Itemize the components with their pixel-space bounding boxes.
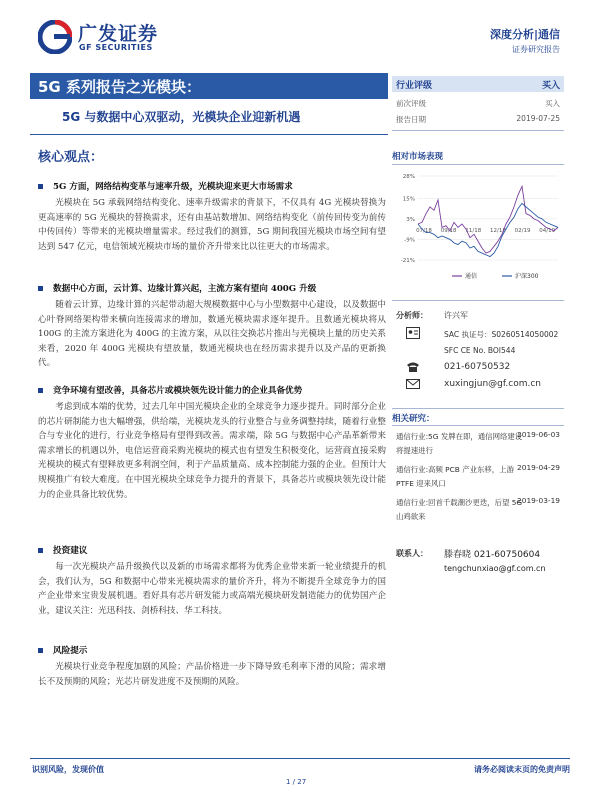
chart-y-tick-label: -9% [404, 237, 415, 244]
chart-legend-label: 沪深300 [515, 273, 539, 280]
chart-y-tick-label: 3% [406, 216, 415, 223]
bullet-icon [38, 184, 43, 189]
title-bar [30, 73, 388, 99]
contact-label: 联系人： [396, 549, 428, 558]
bullet-icon [38, 548, 43, 553]
report-category: 深度分析|通信 [489, 28, 560, 41]
relative-performance-chart [392, 168, 564, 288]
chart-y-tick-label: -21% [400, 258, 415, 264]
related-research-item[interactable]: 通信行业:高频 PCB 产业东移，上游 PTFE 迎来风口 [396, 465, 514, 488]
footer-slogan: 识别风险，发现价值 [32, 765, 104, 774]
section-body-investment: 每一次光模块产品升级换代以及新的市场需求都将为优秀企业带来新一轮业绩提升的机会，我们认为，5G 和数据中心带来光模块需求的量价齐升，将为不断提升全球竞争力的国产企业带来宝贵发展机遇。看好具有芯片研发能力或高端光模块研发制造能力的优势国产企业，建议关注：光迅科技、剑桥科技、华工科技。 [38, 562, 386, 616]
footer-disclaimer: 请务必阅读末页的免责声明 [474, 765, 570, 774]
page-number: 1 / 27 [286, 778, 307, 786]
chart-y-tick-label: 15% [402, 196, 415, 203]
related-research-date: 2019-03-19 [517, 496, 560, 505]
market-performance-title: 相对市场表现 [392, 152, 444, 162]
analyst-email[interactable]: xuxingjun@gf.com.cn [444, 379, 542, 389]
industry-rating-label: 行业评级 [396, 81, 433, 91]
report-title: 5G 系列报告之光模块： [38, 78, 201, 96]
section-heading-text: 投资建议 [53, 546, 88, 556]
section-body-competition: 考虑到成本端的优势，过去几年中国光模块企业的全球竞争力逐步提升。同时部分企业的芯片研制能力也大幅增强，供给端，光模块龙头的行业整合与业务调整持续，随着行业整合与专业化的进行，行业竞争格局有望得到改善。需求端，除 5G 与数据中心产品革新带来需求增长的机遇以外，电信运营商采购光模块的模式也有望发生积极变化，运营商直接采购光模块的模式有望释放更多利润空间，利于产品质量高、成本控制能力强的企业。但预计大规模推广有较大难度。在中国光模块全球竞争力提升的背景下，具备芯片或模块领先设计能力的企业具备比较优势。 [38, 402, 386, 500]
section-heading-datacenter [38, 282, 386, 294]
section-body-datacenter: 随着云计算，边缘计算的兴起带动超大规模数据中心与小型数据中心建设，以及数据中心叶脊网络架构带来横向连接需求的增加，数通光模块需求逐年提升。且数通光模块将从 100G 的主流方案进化为 400G 的主流方案，从以往交换芯片推出与光模块上量的历史关系来看，2020 年 400G 光模块有望放量，数通光模块也在经历需求提升以及产品的更新换代。 [38, 300, 386, 369]
section-heading-investment [38, 544, 386, 556]
related-research-title: 相关研究： [392, 414, 435, 424]
core-views-title: 核心观点： [38, 150, 104, 165]
related-research-item[interactable]: 通信行业:5G 发牌在即，通信网络建设将提速进行 [396, 432, 523, 455]
id-card-icon [406, 327, 420, 339]
section-heading-competition [38, 384, 386, 396]
divider [392, 300, 564, 301]
section-heading-risk [38, 644, 386, 656]
chart-x-tick-label: 12/18 [489, 228, 506, 234]
bullet-icon [38, 648, 43, 653]
section-heading-text: 风险提示 [53, 646, 88, 656]
analyst-sac-number: SAC 执证号：S0260514050002 [444, 330, 559, 339]
chart-x-tick-label: 04/19 [539, 228, 556, 234]
industry-rating-value: 买入 [541, 81, 560, 91]
chart-series-line [418, 186, 558, 253]
section-heading-5g [38, 180, 386, 192]
prev-rating-value: 买入 [545, 99, 560, 108]
email-icon [406, 378, 420, 390]
contact-email[interactable]: tengchunxiao@gf.com.cn [444, 564, 546, 573]
section-heading-text: 竞争环境有望改善，具备芯片或模块领先设计能力的企业具备优势 [53, 386, 303, 396]
logo-english-name: GF SECURITIES [79, 43, 153, 52]
industry-rating-header [392, 76, 564, 92]
chart-x-tick-label: 09/18 [440, 228, 457, 234]
section-heading-text: 5G 方面，网络结构变革与速率升级，光模块迎来更大市场需求 [53, 182, 293, 192]
gf-logo-icon [38, 20, 72, 54]
chart-series-line [418, 203, 558, 256]
phone-icon [406, 361, 420, 373]
contact-name-phone: 滕春晓 021-60750604 [444, 550, 541, 560]
analyst-name: 许兴军 [444, 311, 468, 320]
chart-x-tick-label: 02/19 [514, 228, 531, 234]
bullet-icon [38, 388, 43, 393]
prev-rating-label: 前次评级 [396, 99, 426, 108]
chart-x-tick-label: 07/18 [416, 228, 432, 234]
chart-x-tick-label: 11/18 [465, 228, 482, 234]
divider [30, 134, 388, 135]
footer-divider [30, 758, 570, 759]
analyst-phone[interactable]: 021-60750532 [444, 362, 511, 372]
report-type: 证券研究报告 [512, 45, 560, 54]
logo-chinese-name: 广发证券 [78, 23, 159, 45]
divider [392, 130, 564, 131]
divider [392, 408, 564, 409]
section-heading-text: 数据中心方面，云计算、边缘计算兴起，主流方案有望向 400G 升级 [53, 284, 317, 294]
report-date-label: 报告日期 [396, 115, 426, 124]
analyst-label: 分析师： [396, 311, 428, 320]
chart-legend-label: 通信 [465, 273, 478, 280]
report-subtitle: 5G 与数据中心双驱动，光模块企业迎新机遇 [62, 110, 301, 124]
related-research-date: 2019-06-03 [517, 430, 560, 439]
related-research-item[interactable]: 通信行业:回首千载潮沙更迭，后望 5G 山鸡欲来 [396, 498, 523, 521]
divider [392, 164, 564, 165]
report-date-value: 2019-07-25 [516, 114, 560, 123]
section-body-5g: 光模块在 5G 承载网络结构变化、速率升级需求的背景下，不仅具有 4G 光模块替换为更高速率的 5G 光模块的替换需求，还有由基站数增加、网络结构变化（前传回传变为前传中传回传）等带来的光模块增量需求。经过我们的测算，5G 期间我国光模块市场空间有望达到 547 亿元，电信领域光模块市场的量价齐升带来比以往更大的市场需求。 [38, 198, 386, 252]
company-logo [38, 18, 168, 56]
section-body-risk: 光模块行业竞争程度加剧的风险；产品价格进一步下降导致毛利率下滑的风险；需求增长不及预期的风险；光芯片研发进度不及预期的风险。 [38, 662, 386, 687]
bullet-icon [38, 286, 43, 291]
related-research-date: 2019-04-29 [517, 463, 560, 472]
divider [392, 425, 564, 426]
chart-svg [392, 168, 564, 288]
analyst-sfc-number: SFC CE No. BOI544 [444, 346, 516, 355]
chart-y-tick-label: 28% [402, 174, 415, 180]
